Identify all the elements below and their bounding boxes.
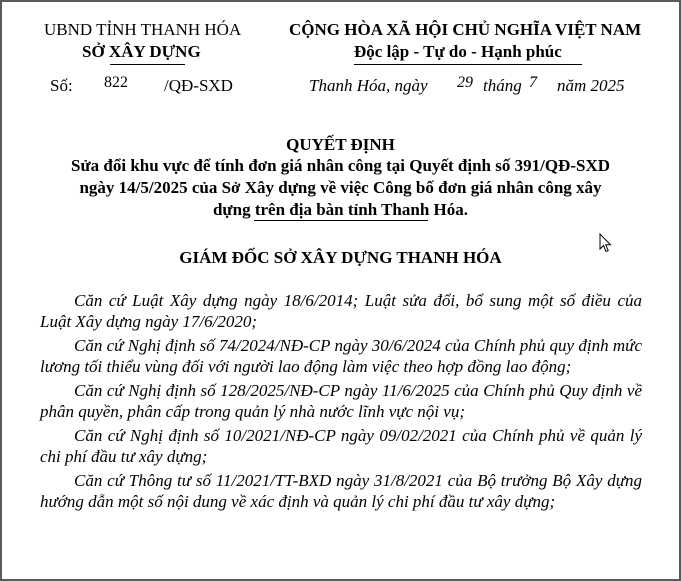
document-number-label: Số: <box>50 76 73 95</box>
legal-basis-section <box>40 290 642 515</box>
legal-basis-paragraph: Căn cứ Luật Xây dựng ngày 18/6/2014; Luật sửa đổi, bổ sung một số điều của Luật Xây dựng ngày 17/6/2020; <box>40 291 642 331</box>
mouse-pointer-icon <box>599 233 613 253</box>
legal-basis-paragraph: Căn cứ Thông tư số 11/2021/TT-BXD ngày 31/8/2021 của Bộ trưởng Bộ Xây dựng hướng dẫn một số nội dung về xác định và quản lý chi phí đầu tư xây dựng; <box>40 471 642 511</box>
legal-basis-paragraph: Căn cứ Nghị định số 128/2025/NĐ-CP ngày 11/6/2025 của Chính phủ Quy định về phân quyền, phân cấp trong quản lý nhà nước lĩnh vực nội vụ; <box>40 381 642 421</box>
legal-basis-paragraph: Căn cứ Nghị định số 74/2024/NĐ-CP ngày 30/6/2024 của Chính phủ quy định mức lương tối thiểu vùng đối với người lao động làm việc theo hợp đồng lao động; <box>40 336 642 376</box>
legal-basis-paragraph: Căn cứ Nghị định số 10/2021/NĐ-CP ngày 09/02/2021 của Chính phủ về quản lý chi phí đầu tư xây dựng; <box>40 426 642 466</box>
document-number-suffix: /QĐ-SXD <box>164 76 233 95</box>
department-underline <box>110 64 185 65</box>
decision-subject-line: Sửa đổi khu vực để tính đơn giá nhân công tại Quyết định số 391/QĐ-SXD <box>70 156 610 175</box>
director-heading: GIÁM ĐỐC SỞ XÂY DỰNG THANH HÓA <box>179 248 502 267</box>
decision-subject-line: ngày 14/5/2025 của Sở Xây dựng về việc Công bố đơn giá nhân công xây <box>79 178 602 197</box>
decision-subject-line: dựng trên địa bàn tỉnh Thanh Hóa. <box>212 200 469 219</box>
decision-title: QUYẾT ĐỊNH <box>286 135 395 154</box>
decision-title-block <box>0 134 681 221</box>
date-day: 29 <box>457 74 473 91</box>
date-year: năm 2025 <box>557 76 625 95</box>
national-title: CỘNG HÒA XÃ HỘI CHỦ NGHĨA VIỆT NAM <box>289 20 642 39</box>
issuing-department: SỞ XÂY DỰNG <box>82 42 201 61</box>
title-underline <box>254 220 428 221</box>
date-month: 7 <box>529 74 537 91</box>
issuing-authority: UBND TỈNH THANH HÓA <box>44 20 242 39</box>
document-number: 822 <box>104 74 128 91</box>
motto-underline <box>354 64 582 65</box>
place-date-prefix: Thanh Hóa, ngày <box>309 76 428 95</box>
national-motto: Độc lập - Tự do - Hạnh phúc <box>354 42 562 61</box>
date-month-word: tháng <box>483 76 522 95</box>
